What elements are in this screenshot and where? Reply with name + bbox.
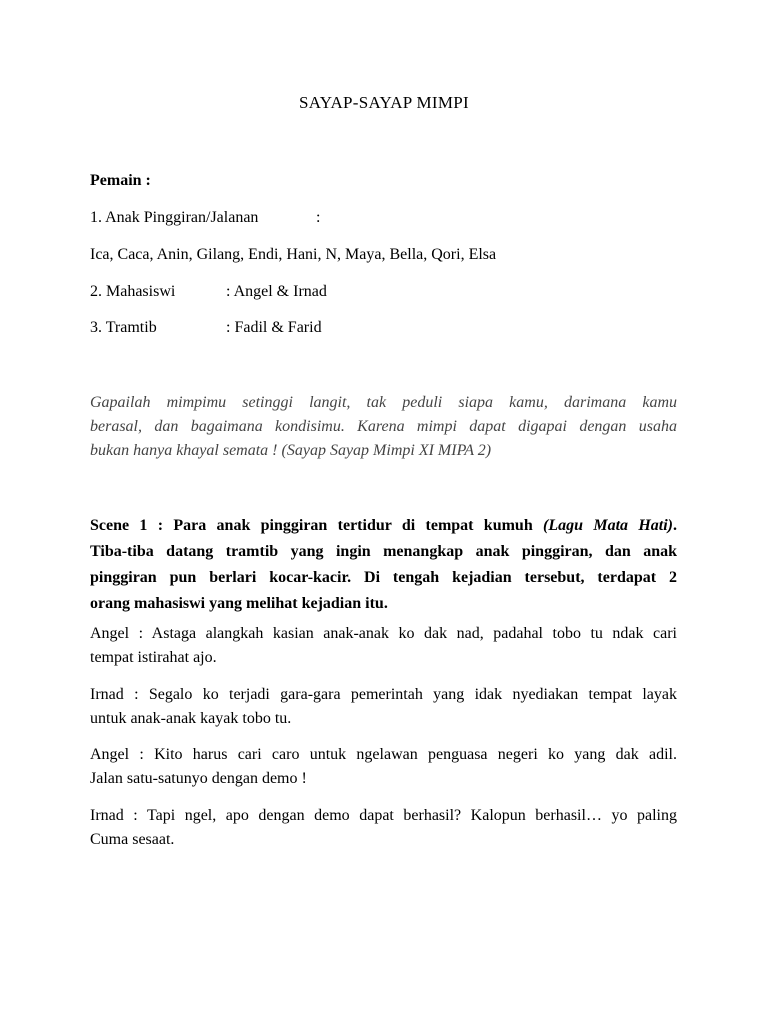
scene-line: pinggiran pun berlari kocar-kacir. Di tengah kejadian tersebut, terdapat 2 — [90, 569, 677, 586]
dialogue-irnad-2 — [90, 804, 677, 852]
cast-item-2-names: Angel & Irnad — [233, 283, 327, 300]
scene-line: Tiba-tiba datang tramtib yang ingin menangkap anak pinggiran, dan anak — [90, 543, 677, 560]
scene-1-direction — [90, 513, 677, 617]
dialogue-line: Cuma sesaat. — [90, 831, 175, 848]
cast-item-3-separator: : — [226, 319, 231, 336]
quote-line: berasal, dan bagaimana kondisimu. Karena mimpi dapat digapai dengan usaha — [90, 418, 677, 435]
quote-line: Gapailah mimpimu setinggi langit, tak peduli siapa kamu, darimana kamu — [90, 394, 677, 411]
dialogue-angel-2 — [90, 743, 677, 791]
cast-heading: Pemain : — [90, 172, 151, 189]
cast-item-1-label: 1. Anak Pinggiran/Jalanan — [90, 209, 259, 226]
cast-item-3-label: 3. Tramtib — [90, 319, 157, 336]
dialogue-line: tempat istirahat ajo. — [90, 649, 217, 666]
dialogue-line: Angel : Astaga alangkah kasian anak-anak ko dak nad, padahal tobo tu ndak cari — [90, 625, 677, 642]
dialogue-line: untuk anak-anak kayak tobo tu. — [90, 710, 292, 727]
dialogue-angel-1 — [90, 622, 677, 670]
cast-members: Ica, Caca, Anin, Gilang, Endi, Hani, N, Maya, Bella, Qori, Elsa — [90, 246, 497, 263]
quote-line: bukan hanya khayal semata ! (Sayap Sayap Mimpi XI MIPA 2) — [90, 442, 492, 459]
dialogue-line: Angel : Kito harus cari caro untuk ngelawan penguasa negeri ko yang dak adil. — [90, 746, 677, 763]
scene-line: orang mahasiswi yang melihat kejadian itu. — [90, 595, 388, 612]
scene-1-period: . — [673, 517, 677, 534]
cast-item-2-value — [226, 283, 327, 301]
cast-item-1-separator: : — [316, 209, 321, 226]
dialogue-line: Irnad : Tapi ngel, apo dengan demo dapat berhasil? Kalopun berhasil… yo paling — [90, 807, 677, 824]
cast-item-3-value — [226, 319, 322, 337]
song-title: (Lagu Mata Hati) — [543, 517, 673, 534]
cast-item-3-names: Fadil & Farid — [234, 319, 322, 336]
cast-item-2-separator: : — [226, 283, 231, 300]
dialogue-line: Irnad : Segalo ko terjadi gara-gara pemerintah yang idak nyediakan tempat layak — [90, 686, 677, 703]
epigraph-quote — [90, 391, 677, 463]
cast-item-2-label: 2. Mahasiswi — [90, 283, 176, 300]
scene-1-heading: Scene 1 : Para anak pinggiran tertidur di tempat kumuh — [90, 517, 533, 534]
scene-line — [90, 513, 677, 539]
dialogue-line: Jalan satu-satunyo dengan demo ! — [90, 770, 307, 787]
document-title: SAYAP-SAYAP MIMPI — [299, 93, 469, 112]
dialogue-irnad-1 — [90, 683, 677, 731]
